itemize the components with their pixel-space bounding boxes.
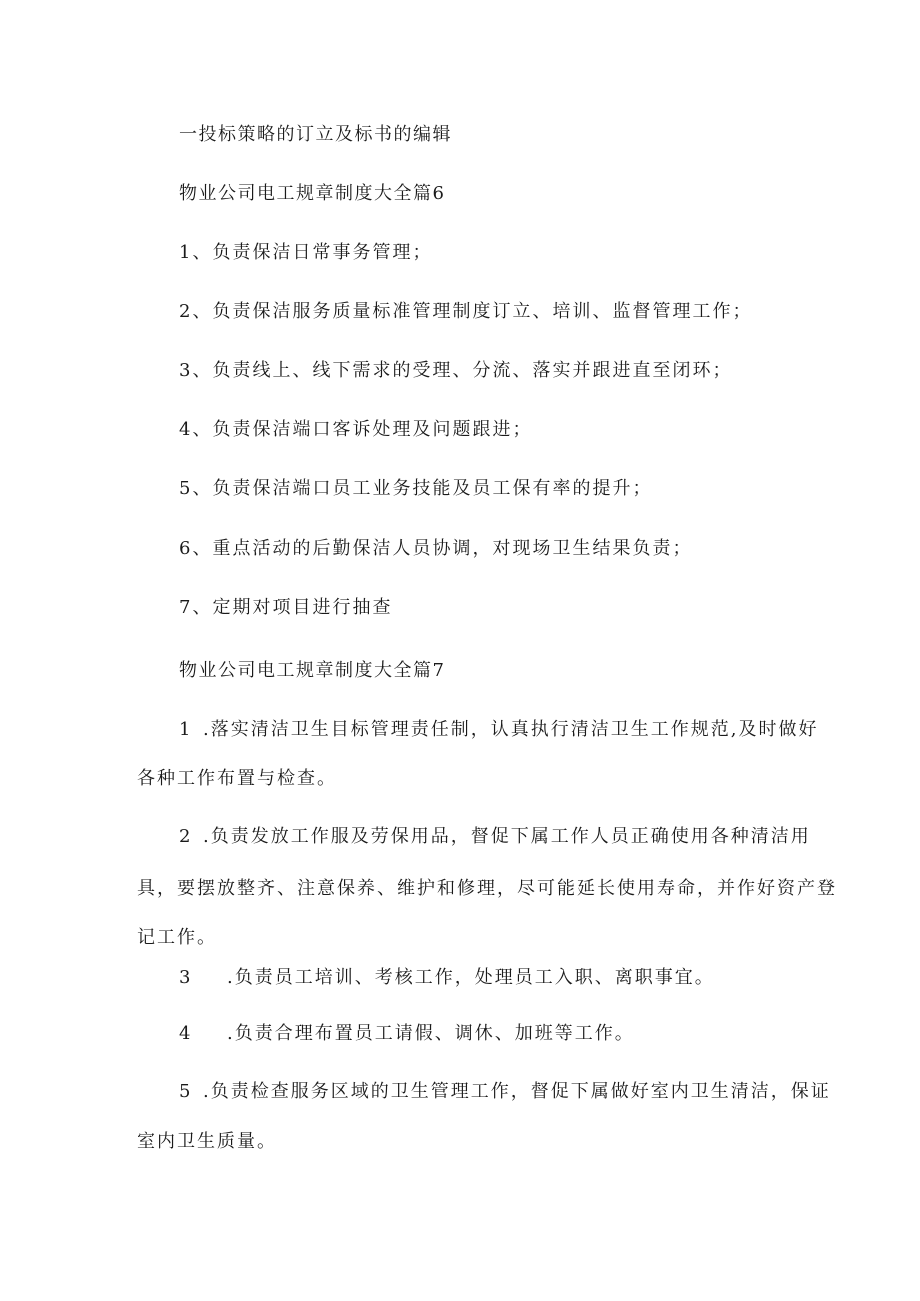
section7-item-5-line1	[179, 1080, 831, 1104]
section6-item-3: 3、负责线上、线下需求的受理、分流、落实并跟进直至闭环；	[179, 360, 733, 381]
section7-item-2-text: .负责发放工作服及劳保用品，督促下属工作人员正确使用各种清洁用	[203, 826, 811, 847]
section6-item-4: 4、负责保洁端口客诉处理及问题跟进；	[179, 419, 533, 440]
section7-item-2-line2: 具，要摆放整齐、注意保养、维护和修理，尽可能延长使用寿命，并作好资产登	[137, 878, 837, 899]
section6-item-7: 7、定期对项目进行抽查	[179, 597, 393, 618]
section7-item-3-text: .负责员工培训、考核工作，处理员工入职、离职事宜。	[227, 967, 715, 988]
section7-item-3-number: 3	[179, 967, 193, 988]
section7-title: 物业公司电工规章制度大全篇7	[179, 660, 446, 681]
intro-line: 一投标策略的订立及标书的编辑	[179, 124, 452, 145]
section7-item-5-line2: 室内卫生质量。	[137, 1131, 277, 1152]
section6-title: 物业公司电工规章制度大全篇6	[179, 183, 446, 204]
section6-item-5: 5、负责保洁端口员工业务技能及员工保有率的提升；	[179, 478, 653, 499]
section7-item-1-line1	[179, 718, 818, 742]
section6-item-2: 2、负责保洁服务质量标准管理制度订立、培训、监督管理工作；	[179, 301, 753, 322]
section7-item-4	[179, 1022, 635, 1046]
section7-item-2-line3: 记工作。	[137, 927, 217, 948]
section7-item-5-number: 5	[179, 1081, 193, 1102]
section7-item-4-text: .负责合理布置员工请假、调休、加班等工作。	[227, 1023, 635, 1044]
section7-item-1-text: .落实清洁卫生目标管理责任制，认真执行清洁卫生工作规范,及时做好	[203, 719, 819, 740]
section7-item-4-number: 4	[179, 1023, 193, 1044]
section6-item-6: 6、重点活动的后勤保洁人员协调，对现场卫生结果负责；	[179, 538, 693, 559]
section7-item-5-text: .负责检查服务区域的卫生管理工作，督促下属做好室内卫生清洁，保证	[203, 1081, 831, 1102]
section7-item-2-number: 2	[179, 826, 193, 847]
section6-item-1: 1、负责保洁日常事务管理；	[179, 242, 433, 263]
section7-item-1-line2: 各种工作布置与检查。	[137, 768, 337, 789]
section7-item-3	[179, 966, 715, 990]
section7-item-2-line1	[179, 825, 811, 849]
section7-item-1-number: 1	[179, 719, 193, 740]
